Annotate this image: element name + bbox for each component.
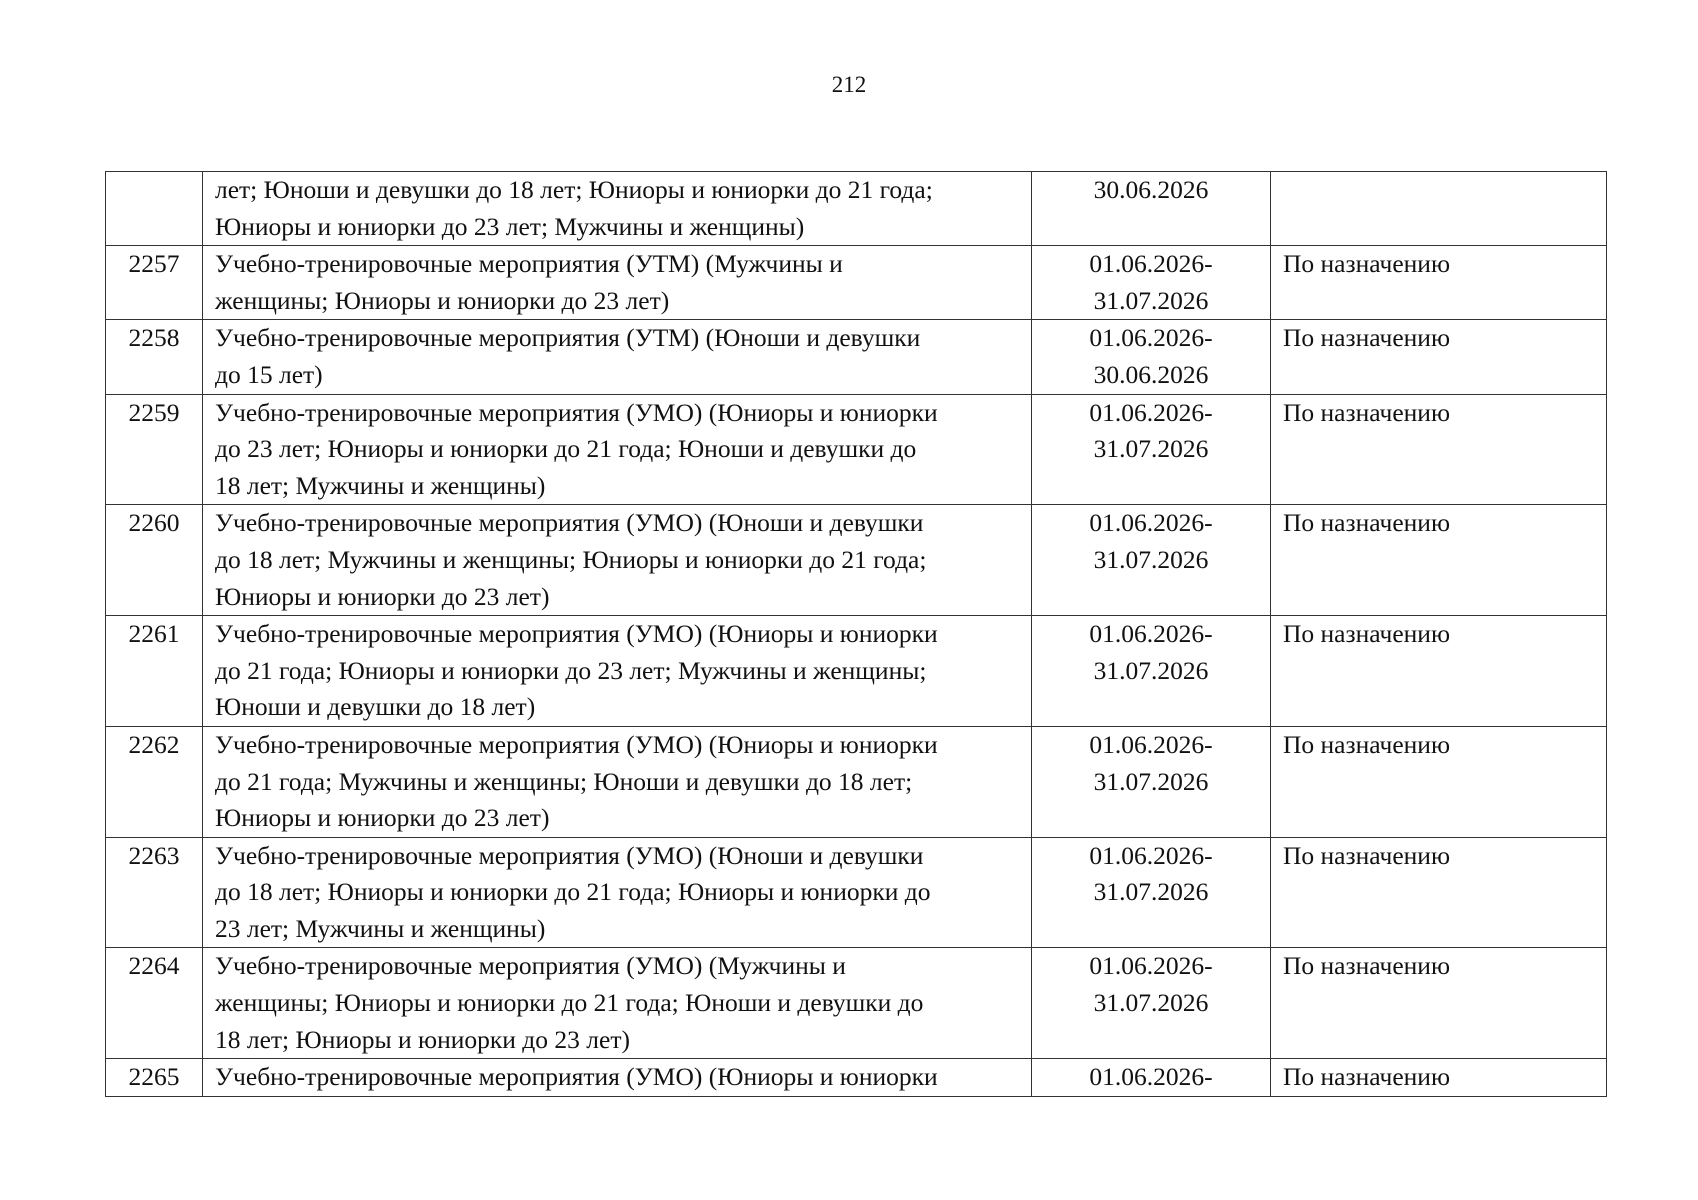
event-name-line: 18 лет; Юниоры и юниорки до 23 лет) <box>215 1024 630 1054</box>
event-dates-cell <box>1032 948 1271 1059</box>
row-number-cell: 2265 <box>106 1059 203 1097</box>
event-name-cell <box>203 172 1032 246</box>
events-table-body <box>106 172 1607 1097</box>
events-table <box>105 171 1607 1097</box>
event-place-cell <box>1271 1059 1607 1097</box>
event-name-line: Учебно-тренировочные мероприятия (УМО) (Юноши и девушки <box>215 840 924 870</box>
row-number-cell: 2263 <box>106 837 203 948</box>
event-name-cell <box>203 1059 1032 1097</box>
event-date-line: 31.07.2026 <box>1093 988 1209 1018</box>
event-dates-cell <box>1032 616 1271 727</box>
event-name-cell <box>203 616 1032 727</box>
event-name-line: Юниоры и юниорки до 23 лет) <box>215 581 550 611</box>
event-date-line: 01.06.2026- <box>1089 1062 1213 1092</box>
event-date-line: 01.06.2026- <box>1089 619 1213 649</box>
event-place-cell <box>1271 394 1607 505</box>
event-name-line: до 21 года; Мужчины и женщины; Юноши и девушки до 18 лет; <box>215 766 913 796</box>
event-place-cell <box>1271 172 1607 246</box>
table-row <box>106 246 1607 320</box>
event-date-line: 31.07.2026 <box>1093 766 1209 796</box>
event-name-line: Учебно-тренировочные мероприятия (УМО) (Юноши и девушки <box>215 508 924 538</box>
event-name-line: 23 лет; Мужчины и женщины) <box>215 913 546 943</box>
event-dates-cell <box>1032 505 1271 616</box>
event-place-cell <box>1271 505 1607 616</box>
table-row <box>106 726 1607 837</box>
event-date-line: 31.07.2026 <box>1093 285 1209 315</box>
event-dates-cell <box>1032 1059 1271 1097</box>
event-name-line: Учебно-тренировочные мероприятия (УТМ) (Мужчины и <box>215 249 843 279</box>
event-place-text: По назначению <box>1283 840 1451 870</box>
event-date-line: 01.06.2026- <box>1089 840 1213 870</box>
event-date-line: 01.06.2026- <box>1089 951 1213 981</box>
event-date-line: 01.06.2026- <box>1089 508 1213 538</box>
row-number-cell: 2257 <box>106 246 203 320</box>
event-name-line: до 15 лет) <box>215 359 323 389</box>
row-number-cell: 2260 <box>106 505 203 616</box>
event-name-line: Юниоры и юниорки до 23 лет; Мужчины и женщины) <box>215 211 805 241</box>
event-name-line: до 18 лет; Юниоры и юниорки до 21 года; Юниоры и юниорки до <box>215 877 931 907</box>
event-name-line: Юноши и девушки до 18 лет) <box>215 692 536 722</box>
table-row <box>106 837 1607 948</box>
table-row <box>106 1059 1607 1097</box>
event-place-cell <box>1271 246 1607 320</box>
event-place-text: По назначению <box>1283 729 1451 759</box>
event-place-text: По назначению <box>1283 508 1451 538</box>
row-number-cell: 2259 <box>106 394 203 505</box>
table-row <box>106 505 1607 616</box>
table-row <box>106 616 1607 727</box>
event-place-cell <box>1271 948 1607 1059</box>
event-date-line: 01.06.2026- <box>1089 323 1213 353</box>
event-date-line: 31.07.2026 <box>1093 434 1209 464</box>
event-date-line: 01.06.2026- <box>1089 729 1213 759</box>
event-name-line: до 23 лет; Юниоры и юниорки до 21 года; Юноши и девушки до <box>215 434 917 464</box>
event-name-cell <box>203 726 1032 837</box>
event-name-line: женщины; Юниоры и юниорки до 21 года; Юноши и девушки до <box>215 988 924 1018</box>
event-place-text <box>1283 172 1606 209</box>
event-name-cell <box>203 837 1032 948</box>
event-place-cell <box>1271 616 1607 727</box>
event-date-line: 30.06.2026 <box>1093 175 1209 204</box>
event-place-cell <box>1271 837 1607 948</box>
row-number-cell: 2258 <box>106 320 203 394</box>
event-name-cell <box>203 948 1032 1059</box>
table-row <box>106 948 1607 1059</box>
event-name-cell <box>203 246 1032 320</box>
event-name-line: Учебно-тренировочные мероприятия (УМО) (Юниоры и юниорки <box>215 1062 938 1092</box>
event-name-line: Учебно-тренировочные мероприятия (УТМ) (Юноши и девушки <box>215 323 921 353</box>
event-place-cell <box>1271 320 1607 394</box>
event-place-text: По назначению <box>1283 619 1451 649</box>
event-name-line: до 18 лет; Мужчины и женщины; Юниоры и юниорки до 21 года; <box>215 544 927 574</box>
table-row <box>106 394 1607 505</box>
event-name-cell <box>203 505 1032 616</box>
row-number-cell <box>106 172 203 246</box>
event-date-line: 31.07.2026 <box>1093 544 1209 574</box>
event-place-text: По назначению <box>1283 323 1451 353</box>
event-dates-cell <box>1032 320 1271 394</box>
row-number-cell: 2264 <box>106 948 203 1059</box>
row-number-cell: 2262 <box>106 726 203 837</box>
event-name-line: Учебно-тренировочные мероприятия (УМО) (Мужчины и <box>215 951 846 981</box>
event-name-line: Учебно-тренировочные мероприятия (УМО) (Юниоры и юниорки <box>215 397 938 427</box>
event-name-line: лет; Юноши и девушки до 18 лет; Юниоры и юниорки до 21 года; <box>215 175 933 204</box>
event-place-text: По назначению <box>1283 1062 1451 1092</box>
table-row <box>106 172 1607 246</box>
event-name-cell <box>203 320 1032 394</box>
event-place-text: По назначению <box>1283 249 1451 279</box>
event-name-cell <box>203 394 1032 505</box>
row-number-cell: 2261 <box>106 616 203 727</box>
event-name-line: Юниоры и юниорки до 23 лет) <box>215 803 550 833</box>
event-name-line: 18 лет; Мужчины и женщины) <box>215 470 546 500</box>
page-number: 212 <box>831 72 867 97</box>
event-date-line: 31.07.2026 <box>1093 877 1209 907</box>
event-place-text: По назначению <box>1283 951 1451 981</box>
event-place-cell <box>1271 726 1607 837</box>
event-dates-cell <box>1032 837 1271 948</box>
event-date-line: 01.06.2026- <box>1089 249 1213 279</box>
event-name-line: женщины; Юниоры и юниорки до 23 лет) <box>215 285 670 315</box>
event-dates-cell <box>1032 394 1271 505</box>
event-date-line: 31.07.2026 <box>1093 655 1209 685</box>
event-date-line: 01.06.2026- <box>1089 397 1213 427</box>
event-dates-cell <box>1032 726 1271 837</box>
event-name-line: до 21 года; Юниоры и юниорки до 23 лет; Мужчины и женщины; <box>215 655 927 685</box>
event-dates-cell <box>1032 172 1271 246</box>
event-dates-cell <box>1032 246 1271 320</box>
event-date-line: 30.06.2026 <box>1093 359 1209 389</box>
event-place-text: По назначению <box>1283 397 1451 427</box>
table-row <box>106 320 1607 394</box>
event-name-line: Учебно-тренировочные мероприятия (УМО) (Юниоры и юниорки <box>215 729 938 759</box>
event-name-line: Учебно-тренировочные мероприятия (УМО) (Юниоры и юниорки <box>215 619 938 649</box>
